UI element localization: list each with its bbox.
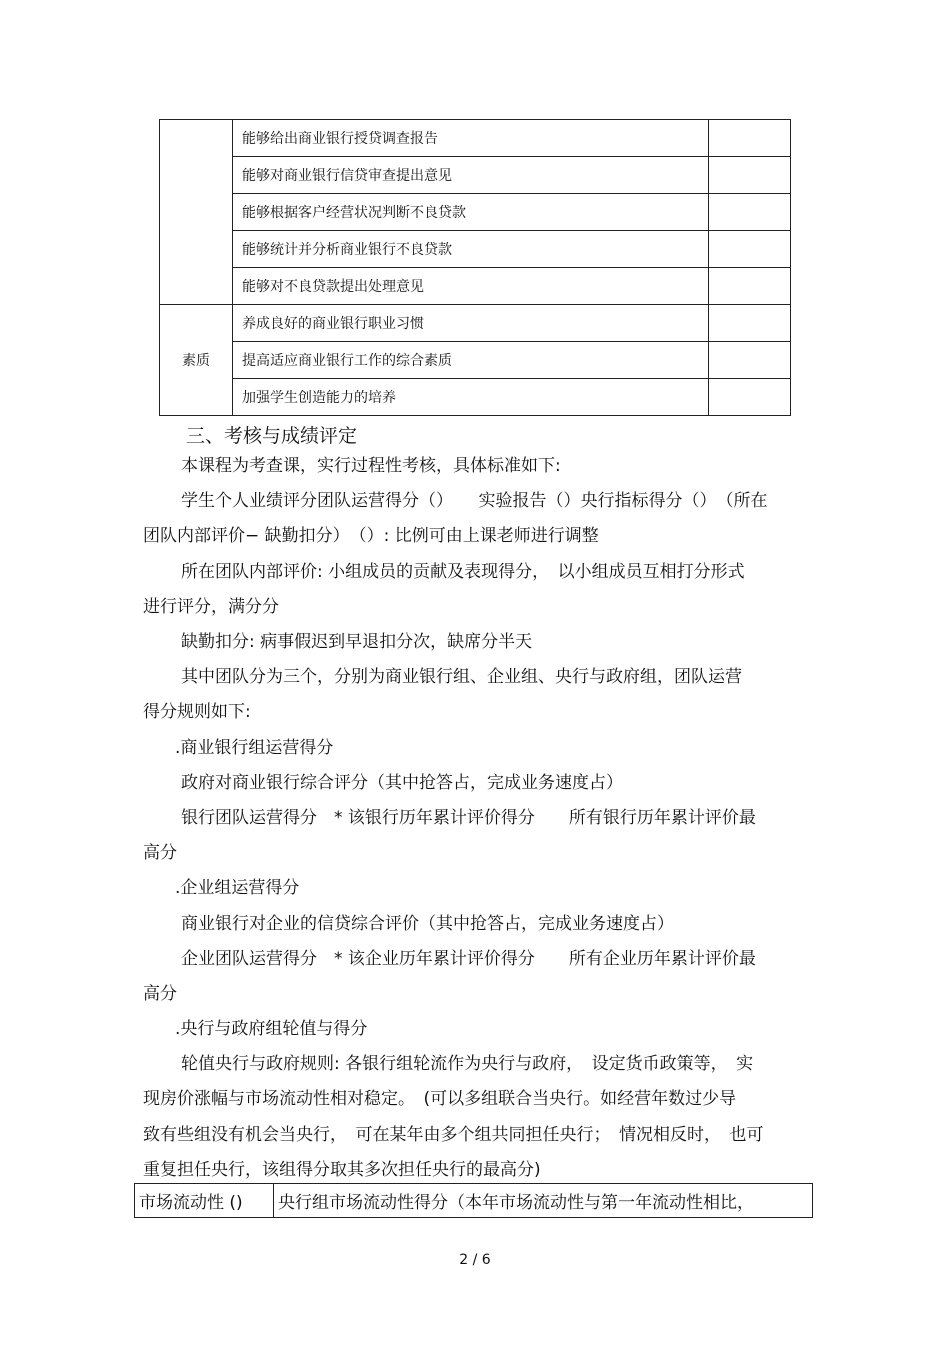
paragraph-line: 其中团队分为三个，分别为商业银行组、企业组、央行与政府组，团队运营 (181, 667, 742, 687)
item-cell: 能够统计并分析商业银行不良贷款 (233, 231, 709, 268)
liquidity-desc-cell: 央行组市场流动性得分（本年市场流动性与第一年流动性相比， (274, 1184, 813, 1218)
table-row (160, 120, 791, 157)
paragraph-line: 缺勤扣分: 病事假迟到早退扣分次，缺席分半天 (181, 632, 533, 652)
section-heading: 三、考核与成绩评定 (186, 425, 358, 447)
paragraph-line: 得分规则如下: (143, 702, 251, 722)
blank-cell (709, 379, 791, 416)
competency-table (159, 119, 791, 416)
paragraph-line: 学生个人业绩评分团队运营得分（） 实验报告（）央行指标得分（） （所在 (181, 491, 768, 511)
item-cell: 能够对不良贷款提出处理意见 (233, 268, 709, 305)
paragraph-line: 本课程为考查课，实行过程性考核，具体标准如下: (181, 456, 561, 476)
paragraph-line: 企业团队运营得分 * 该企业历年累计评价得分 所有企业历年累计评价最 (181, 949, 756, 969)
item-cell: 能够根据客户经营状况判断不良贷款 (233, 194, 709, 231)
paragraph-line: 致有些组没有机会当央行， 可在某年由多个组共同担任央行； 情况相反时， 也可 (143, 1125, 764, 1145)
table-row (135, 1184, 813, 1218)
blank-cell (709, 342, 791, 379)
table-row (160, 157, 791, 194)
paragraph-line: 进行评分，满分分 (143, 597, 279, 617)
paragraph-line: 高分 (143, 984, 177, 1004)
item-cell: 能够给出商业银行授贷调查报告 (233, 120, 709, 157)
paragraph-line: 团队内部评价− 缺勤扣分） （）: 比例可由上课老师进行调整 (143, 526, 599, 546)
page-number: 2 / 6 (459, 1252, 491, 1268)
category-cell-quality: 素质 (160, 305, 233, 416)
paragraph-line: 政府对商业银行综合评分（其中抢答占，完成业务速度占） (181, 773, 623, 793)
paragraph-line: .央行与政府组轮值与得分 (175, 1019, 368, 1039)
table-row (160, 194, 791, 231)
liquidity-label-cell: 市场流动性 () (135, 1184, 274, 1218)
blank-cell (709, 268, 791, 305)
blank-cell (709, 231, 791, 268)
paragraph-line: 高分 (143, 843, 177, 863)
paragraph-line: 商业银行对企业的信贷综合评价（其中抢答占，完成业务速度占） (181, 914, 674, 934)
paragraph-line: 重复担任央行，该组得分取其多次担任央行的最高分) (143, 1160, 541, 1180)
paragraph-line: .企业组运营得分 (175, 878, 300, 898)
paragraph-line: 所在团队内部评价: 小组成员的贡献及表现得分， 以小组成员互相打分形式 (181, 562, 745, 582)
table-row (160, 231, 791, 268)
table-row (160, 268, 791, 305)
item-cell: 加强学生创造能力的培养 (233, 379, 709, 416)
paragraph-line: 轮值央行与政府规则: 各银行组轮流作为央行与政府， 设定货币政策等， 实 (181, 1054, 754, 1074)
item-cell: 能够对商业银行信贷审查提出意见 (233, 157, 709, 194)
table-row (160, 379, 791, 416)
category-cell (160, 120, 233, 305)
blank-cell (709, 194, 791, 231)
blank-cell (709, 157, 791, 194)
paragraph-line: 现房价涨幅与市场流动性相对稳定。 (可以多组联合当央行。如经营年数过少导 (143, 1089, 737, 1109)
paragraph-line: 银行团队运营得分 * 该银行历年累计评价得分 所有银行历年累计评价最 (181, 808, 756, 828)
item-cell: 提高适应商业银行工作的综合素质 (233, 342, 709, 379)
table-row (160, 342, 791, 379)
paragraph-line: .商业银行组运营得分 (175, 738, 334, 758)
blank-cell (709, 305, 791, 342)
blank-cell (709, 120, 791, 157)
item-cell: 养成良好的商业银行职业习惯 (233, 305, 709, 342)
table-row (160, 305, 791, 342)
liquidity-table (134, 1183, 813, 1218)
